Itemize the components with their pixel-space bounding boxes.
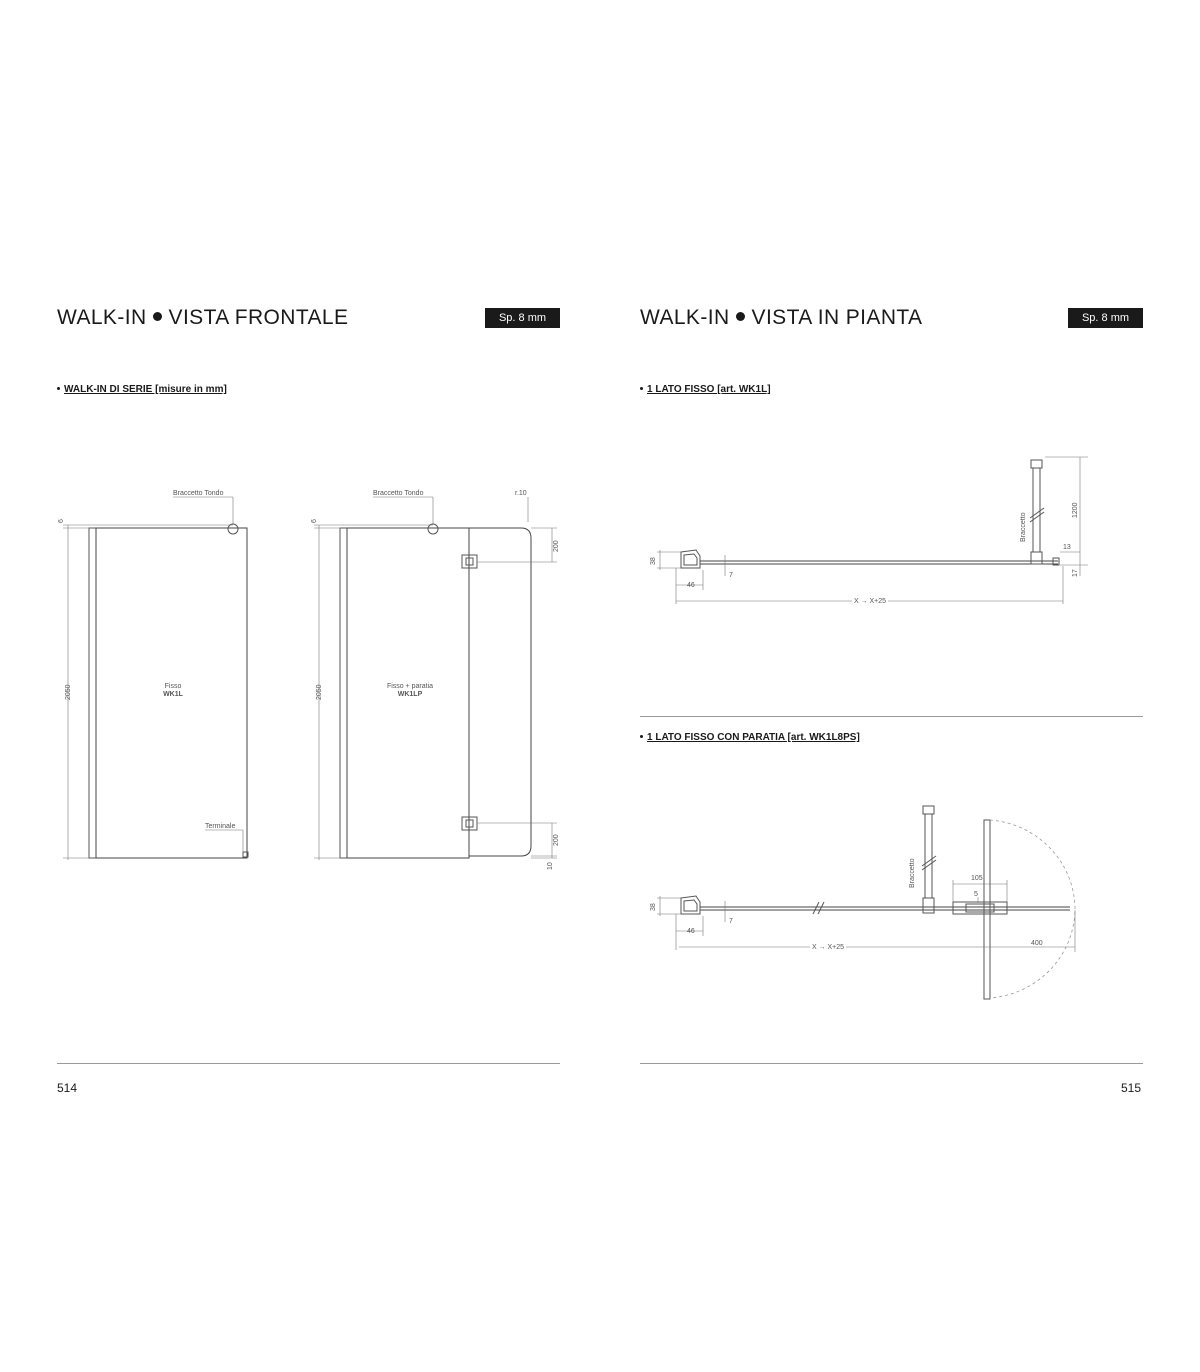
right-thickness-badge: Sp. 8 mm xyxy=(1068,308,1143,328)
section-2-label-text: 1 LATO FISSO CON PARATIA [art. WK1L8PS] xyxy=(647,732,860,743)
plan2-dim-profile-height: 38 xyxy=(650,903,657,911)
wk1lp-side-panel xyxy=(469,528,531,856)
plan2-dim-hinge: 105 xyxy=(971,875,983,882)
right-page-number: 515 xyxy=(1121,1081,1142,1095)
wk1lp-panel-code: WK1LP xyxy=(397,691,423,698)
plan1-dim-profile-height: 38 xyxy=(650,557,657,565)
plan1-arm-label: Braccetto xyxy=(1020,512,1027,542)
plan1-dim-gap: 7 xyxy=(729,572,733,579)
wk1lp-dim-hinge-bottom: 200 xyxy=(553,834,560,846)
plan-wk1l xyxy=(650,457,1088,606)
plan1-dim-13: 13 xyxy=(1063,544,1071,551)
wk1lp-arm-knob xyxy=(428,524,438,534)
plan2-arm-label: Braccetto xyxy=(909,858,916,888)
wk1l-terminal-label: Terminale xyxy=(205,823,236,830)
plan2-dim-width: X → X+25 xyxy=(811,944,845,951)
right-title-main: WALK-IN xyxy=(640,306,730,329)
plan-wk1l8ps xyxy=(650,806,1075,999)
plan2-dim-gap: 7 xyxy=(729,918,733,925)
plan2-swing-arc xyxy=(990,820,1075,998)
left-page-number: 514 xyxy=(57,1081,78,1095)
plan1-dim-profile-width: 46 xyxy=(687,582,695,589)
plan1-dim-17: 17 xyxy=(1072,569,1079,577)
wk1lp-arm-label: Braccetto Tondo xyxy=(373,490,424,497)
wk1l-wall-profile xyxy=(89,528,96,858)
wk1lp-dim-top: 6 xyxy=(311,519,318,523)
wk1lp-wall-profile xyxy=(340,528,347,858)
section-1-label-text: 1 LATO FISSO [art. WK1L] xyxy=(647,384,771,395)
plan2-glass-break xyxy=(813,902,824,914)
wk1lp-panel-name: Fisso + paratia xyxy=(386,683,434,690)
wk1l-panel-code: WK1L xyxy=(163,691,183,698)
wk1lp-radius-label: r.10 xyxy=(515,490,527,497)
right-title-sub: VISTA IN PIANTA xyxy=(751,306,923,329)
plan1-dim-arm: 1200 xyxy=(1072,502,1079,518)
left-title-sub: VISTA FRONTALE xyxy=(168,306,349,329)
plan2-arm-cap xyxy=(923,806,934,814)
plan2-dim-swing: 400 xyxy=(1031,940,1043,947)
plan2-arm-break xyxy=(922,856,936,870)
plan2-dim-5: 5 xyxy=(974,891,978,898)
plan1-arm-break xyxy=(1030,508,1044,522)
wk1l-dim-top: 6 xyxy=(58,519,65,523)
plan1-arm-base xyxy=(1031,552,1042,564)
plan2-arm-base xyxy=(923,898,934,913)
wk1l-dim-height: 2050 xyxy=(65,684,72,700)
drawing-wk1lp xyxy=(311,490,560,870)
left-section-label-text: WALK-IN DI SERIE [misure in mm] xyxy=(64,384,227,395)
plan1-arm-cap xyxy=(1031,460,1042,468)
wk1lp-dim-bottom: 10 xyxy=(547,862,554,870)
plan1-dim-width: X → X+25 xyxy=(853,598,887,605)
left-title-main: WALK-IN xyxy=(57,306,147,329)
plan2-dim-profile-width: 46 xyxy=(687,928,695,935)
wk1l-arm-label: Braccetto Tondo xyxy=(173,490,224,497)
left-thickness-badge: Sp. 8 mm xyxy=(485,308,560,328)
wk1l-panel-name: Fisso xyxy=(164,683,182,690)
wk1lp-dim-height: 2050 xyxy=(316,684,323,700)
wk1l-arm-knob xyxy=(228,524,238,534)
plan1-wall-profile-inner xyxy=(684,554,697,565)
plan2-wall-profile-inner xyxy=(684,900,697,911)
wk1lp-dim-hinge-top: 200 xyxy=(553,540,560,552)
drawing-wk1l xyxy=(58,490,248,860)
